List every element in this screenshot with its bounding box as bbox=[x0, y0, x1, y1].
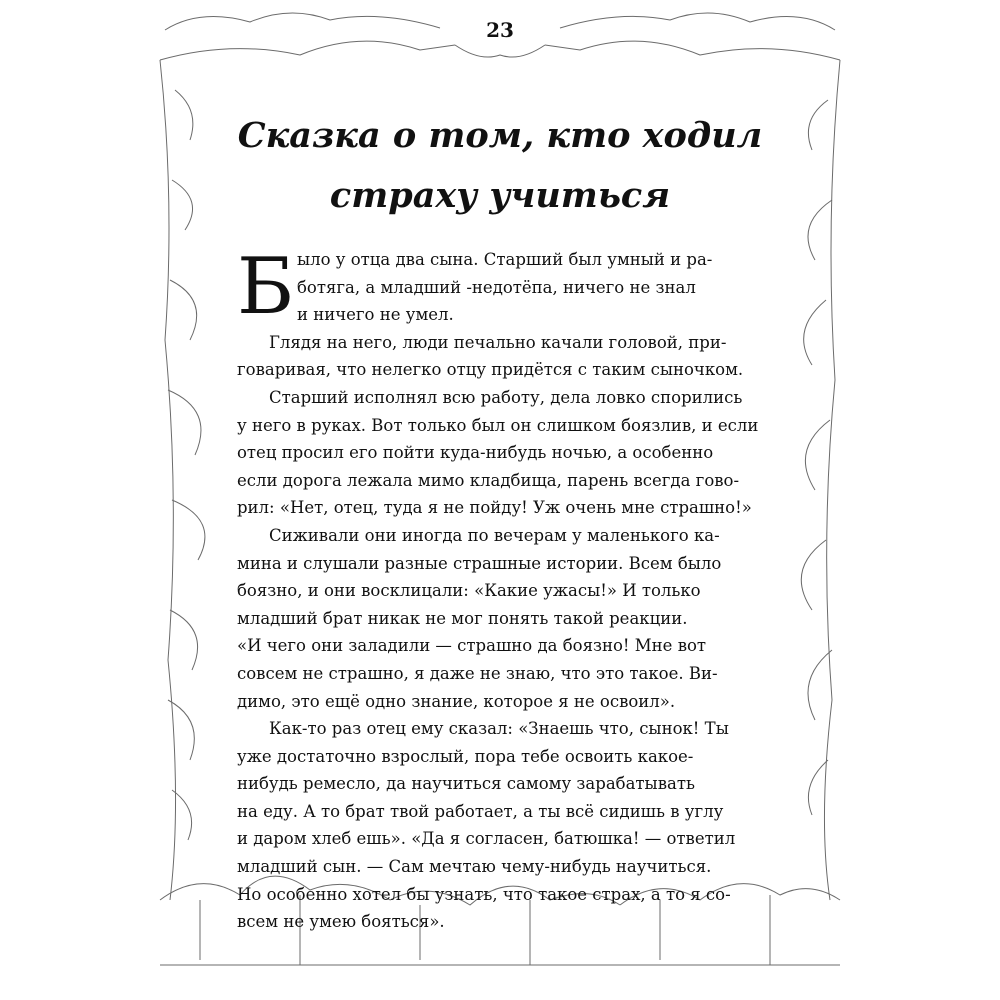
text-line: димо, это ещё одно знание, которое я не освоил». bbox=[237, 691, 676, 711]
text-line: Сиживали они иногда по вечерам у маленького ка- bbox=[269, 525, 720, 545]
text-line: младший брат никак не мог понять такой реакции. bbox=[237, 608, 688, 628]
text-line: отец просил его пойти куда-нибудь ночью, а особенно bbox=[237, 443, 714, 463]
chapter-title-line-1: Сказка о том, кто ходил bbox=[237, 115, 763, 156]
text-line: Старший исполнял всю работу, дела ловко спорились bbox=[269, 387, 743, 407]
text-line: «И чего они заладили — страшно да боязно! Мне вот bbox=[237, 636, 707, 656]
text-line: и ничего не умел. bbox=[297, 305, 454, 325]
body-text bbox=[237, 242, 767, 936]
text-line: говаривая, что нелегко отцу придётся с таким сыночком. bbox=[237, 360, 744, 380]
text-line: младший сын. — Сам мечтаю чему-нибудь научиться. bbox=[237, 857, 712, 877]
text-line: если дорога лежала мимо кладбища, парень всегда гово- bbox=[237, 470, 740, 490]
text-line: мина и слушали разные страшные истории. Всем было bbox=[237, 553, 722, 573]
text-line: у него в руках. Вот только был он слишком боязлив, и если bbox=[237, 415, 759, 435]
chapter-title-line-2: страху учиться bbox=[329, 175, 671, 216]
text-line: и даром хлеб ешь». «Да я согласен, батюшка! — ответил bbox=[237, 829, 736, 849]
text-line: Но особенно хотел бы узнать, что такое страх, а то я со- bbox=[237, 884, 731, 904]
text-line: ботяга, а младший -недотёпа, ничего не знал bbox=[297, 277, 696, 297]
text-line: уже достаточно взрослый, пора тебе освоить какое- bbox=[237, 746, 694, 766]
text-line: всем не умею бояться». bbox=[237, 912, 445, 932]
text-line: совсем не страшно, я даже не знаю, что это такое. Ви- bbox=[237, 663, 718, 683]
chapter-title bbox=[200, 106, 800, 226]
text-line: нибудь ремесло, да научиться самому зарабатывать bbox=[237, 774, 695, 794]
text-line: Как-то раз отец ему сказал: «Знаешь что, сынок! Ты bbox=[269, 719, 729, 739]
drop-cap: Б bbox=[237, 242, 295, 332]
text-line: рил: «Нет, отец, туда я не пойду! Уж очень мне страшно!» bbox=[237, 498, 752, 518]
text-line: на еду. А то брат твой работает, а ты всё сидишь в углу bbox=[237, 801, 724, 821]
text-line: Глядя на него, люди печально качали головой, при- bbox=[269, 332, 727, 352]
text-line: боязно, и они восклицали: «Какие ужасы!» И только bbox=[237, 581, 701, 601]
text-line: ыло у отца два сына. Старший был умный и ра- bbox=[297, 250, 713, 269]
page-number: 23 bbox=[486, 18, 514, 42]
